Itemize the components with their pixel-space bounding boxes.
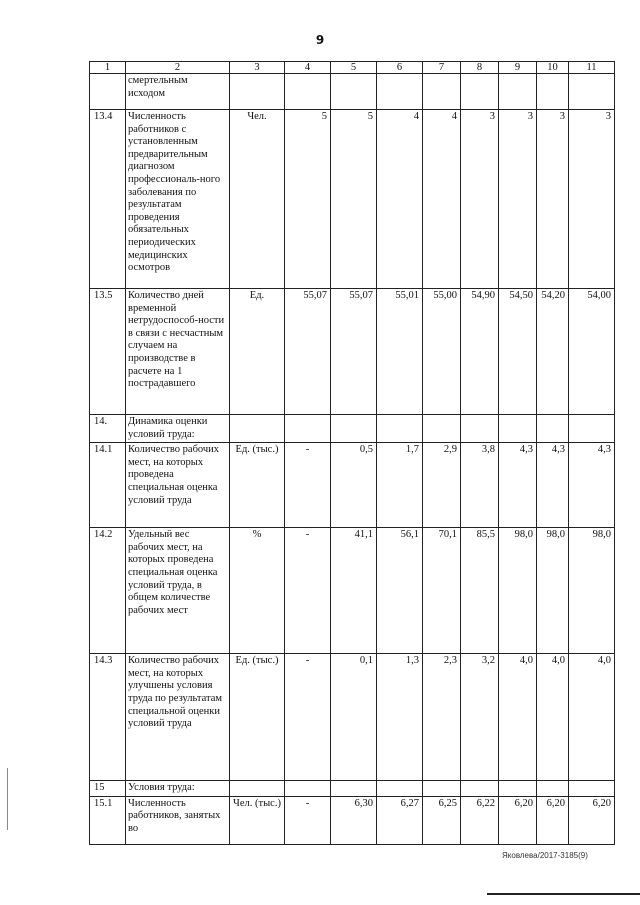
row-number: 14. bbox=[90, 415, 126, 443]
row-number: 13.4 bbox=[90, 110, 126, 289]
value-cell: 4,0 bbox=[537, 654, 569, 781]
value-cell bbox=[537, 415, 569, 443]
indicator-name: Условия труда: bbox=[126, 781, 230, 797]
value-cell: 41,1 bbox=[331, 528, 377, 654]
indicator-name: Численность работников с установленным предварительным диагнозом профессиональ-ного заболевания по результатам проведения обязательных периодических медицинских осмотров bbox=[126, 110, 230, 289]
column-number: 8 bbox=[461, 62, 499, 74]
row-number bbox=[90, 74, 126, 110]
value-cell bbox=[499, 781, 537, 797]
value-cell bbox=[285, 781, 331, 797]
indicators-table bbox=[89, 61, 615, 845]
row-number: 14.2 bbox=[90, 528, 126, 654]
value-cell: 55,01 bbox=[377, 289, 423, 415]
value-cell: 55,07 bbox=[331, 289, 377, 415]
value-cell: 98,0 bbox=[537, 528, 569, 654]
value-cell bbox=[423, 74, 461, 110]
column-number: 9 bbox=[499, 62, 537, 74]
value-cell: - bbox=[285, 443, 331, 528]
value-cell: 4,3 bbox=[569, 443, 615, 528]
value-cell: 0,1 bbox=[331, 654, 377, 781]
value-cell bbox=[461, 415, 499, 443]
table-row bbox=[90, 654, 615, 781]
value-cell bbox=[569, 415, 615, 443]
value-cell: 3 bbox=[537, 110, 569, 289]
indicator-name: смертельным исходом bbox=[126, 74, 230, 110]
value-cell: 4 bbox=[377, 110, 423, 289]
value-cell: 3 bbox=[461, 110, 499, 289]
indicator-name: Численность работников, занятых во bbox=[126, 796, 230, 844]
value-cell bbox=[569, 781, 615, 797]
value-cell bbox=[461, 781, 499, 797]
value-cell: 6,20 bbox=[499, 796, 537, 844]
row-number: 13.5 bbox=[90, 289, 126, 415]
value-cell: 1,3 bbox=[377, 654, 423, 781]
row-number: 15.1 bbox=[90, 796, 126, 844]
unit-cell bbox=[230, 415, 285, 443]
document-code: Яковлева/2017-3185(9) bbox=[502, 851, 588, 860]
value-cell: 4 bbox=[423, 110, 461, 289]
value-cell: 55,07 bbox=[285, 289, 331, 415]
table-row bbox=[90, 443, 615, 528]
value-cell: 3 bbox=[499, 110, 537, 289]
column-number: 1 bbox=[90, 62, 126, 74]
indicator-name: Количество рабочих мест, на которых проведена специальная оценка условий труда bbox=[126, 443, 230, 528]
value-cell: - bbox=[285, 528, 331, 654]
value-cell bbox=[569, 74, 615, 110]
value-cell: 2,9 bbox=[423, 443, 461, 528]
table-row bbox=[90, 528, 615, 654]
unit-cell: Ед. bbox=[230, 289, 285, 415]
table-row bbox=[90, 74, 615, 110]
table-row bbox=[90, 110, 615, 289]
value-cell: 54,00 bbox=[569, 289, 615, 415]
margin-rule bbox=[7, 768, 8, 830]
table-row bbox=[90, 781, 615, 797]
column-number: 5 bbox=[331, 62, 377, 74]
page-number: 9 bbox=[315, 33, 325, 47]
unit-cell: % bbox=[230, 528, 285, 654]
row-number: 14.1 bbox=[90, 443, 126, 528]
value-cell: - bbox=[285, 654, 331, 781]
value-cell: 4,3 bbox=[537, 443, 569, 528]
value-cell bbox=[377, 74, 423, 110]
value-cell: 56,1 bbox=[377, 528, 423, 654]
value-cell: 98,0 bbox=[569, 528, 615, 654]
value-cell: 6,30 bbox=[331, 796, 377, 844]
value-cell: 6,20 bbox=[537, 796, 569, 844]
column-number: 11 bbox=[569, 62, 615, 74]
unit-cell bbox=[230, 781, 285, 797]
value-cell: 1,7 bbox=[377, 443, 423, 528]
table-row bbox=[90, 415, 615, 443]
value-cell: 2,3 bbox=[423, 654, 461, 781]
footer-rule bbox=[487, 893, 640, 895]
value-cell bbox=[499, 74, 537, 110]
value-cell: 3,8 bbox=[461, 443, 499, 528]
value-cell: 5 bbox=[285, 110, 331, 289]
table-row bbox=[90, 289, 615, 415]
unit-cell bbox=[230, 74, 285, 110]
indicator-name: Удельный вес рабочих мест, на которых проведена специальная оценка условий труда, в общем количестве рабочих мест bbox=[126, 528, 230, 654]
value-cell bbox=[331, 74, 377, 110]
row-number: 14.3 bbox=[90, 654, 126, 781]
column-number: 4 bbox=[285, 62, 331, 74]
value-cell bbox=[499, 415, 537, 443]
value-cell bbox=[377, 415, 423, 443]
table-header-row bbox=[90, 62, 615, 74]
value-cell: 85,5 bbox=[461, 528, 499, 654]
value-cell: 5 bbox=[331, 110, 377, 289]
value-cell bbox=[285, 415, 331, 443]
value-cell: 55,00 bbox=[423, 289, 461, 415]
value-cell: 6,20 bbox=[569, 796, 615, 844]
value-cell: 54,90 bbox=[461, 289, 499, 415]
value-cell bbox=[285, 74, 331, 110]
column-number: 2 bbox=[126, 62, 230, 74]
value-cell bbox=[377, 781, 423, 797]
value-cell: 3 bbox=[569, 110, 615, 289]
value-cell: 4,0 bbox=[569, 654, 615, 781]
row-number: 15 bbox=[90, 781, 126, 797]
value-cell bbox=[331, 415, 377, 443]
indicator-name: Количество дней временной нетрудоспособ-ности в связи с несчастным случаем на производстве в расчете на 1 пострадавшего bbox=[126, 289, 230, 415]
indicator-name: Динамика оценки условий труда: bbox=[126, 415, 230, 443]
value-cell: 54,50 bbox=[499, 289, 537, 415]
unit-cell: Ед. (тыс.) bbox=[230, 654, 285, 781]
value-cell bbox=[537, 74, 569, 110]
value-cell: 4,3 bbox=[499, 443, 537, 528]
value-cell: 4,0 bbox=[499, 654, 537, 781]
unit-cell: Ед. (тыс.) bbox=[230, 443, 285, 528]
value-cell: 6,25 bbox=[423, 796, 461, 844]
value-cell: - bbox=[285, 796, 331, 844]
value-cell bbox=[423, 781, 461, 797]
column-number: 6 bbox=[377, 62, 423, 74]
value-cell bbox=[537, 781, 569, 797]
unit-cell: Чел. (тыс.) bbox=[230, 796, 285, 844]
value-cell bbox=[331, 781, 377, 797]
column-number: 7 bbox=[423, 62, 461, 74]
value-cell: 0,5 bbox=[331, 443, 377, 528]
value-cell bbox=[461, 74, 499, 110]
unit-cell: Чел. bbox=[230, 110, 285, 289]
indicator-name: Количество рабочих мест, на которых улучшены условия труда по результатам специальной оценки условий труда bbox=[126, 654, 230, 781]
value-cell bbox=[423, 415, 461, 443]
value-cell: 6,22 bbox=[461, 796, 499, 844]
column-number: 10 bbox=[537, 62, 569, 74]
table-row bbox=[90, 796, 615, 844]
value-cell: 6,27 bbox=[377, 796, 423, 844]
column-number: 3 bbox=[230, 62, 285, 74]
value-cell: 70,1 bbox=[423, 528, 461, 654]
value-cell: 98,0 bbox=[499, 528, 537, 654]
value-cell: 3,2 bbox=[461, 654, 499, 781]
value-cell: 54,20 bbox=[537, 289, 569, 415]
